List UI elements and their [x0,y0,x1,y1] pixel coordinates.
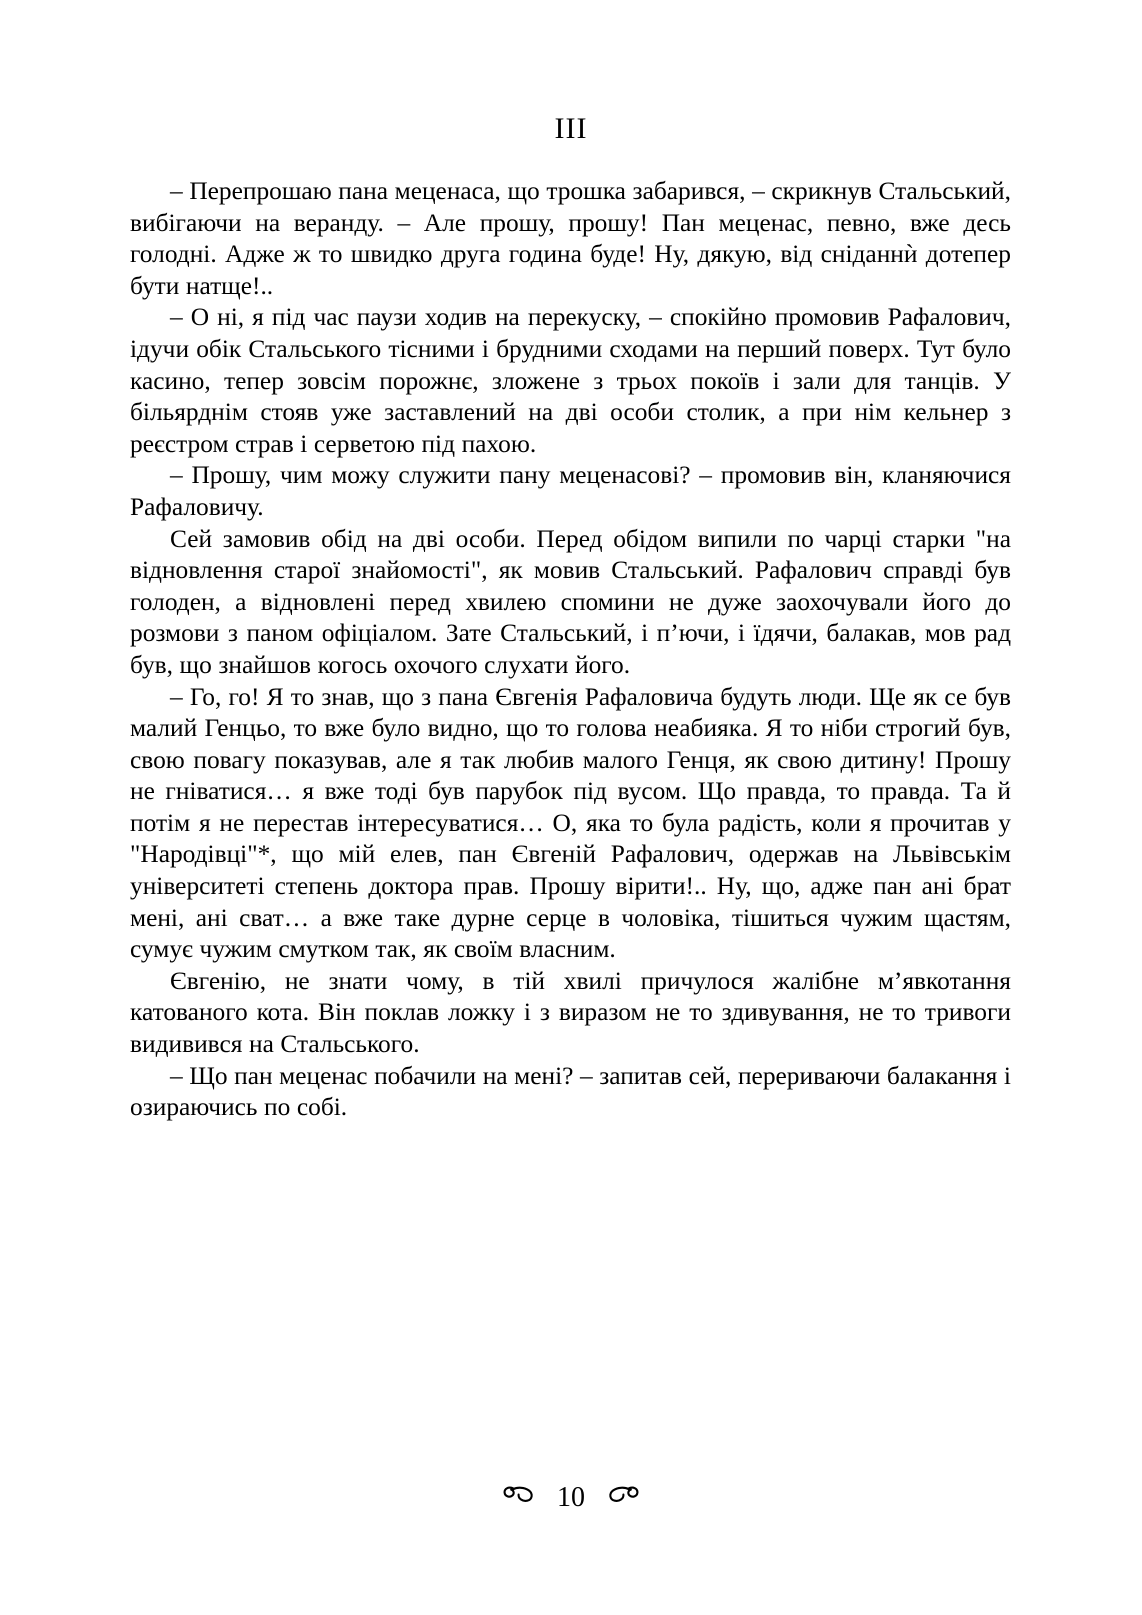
floral-leaf-ornament-left-icon [502,1480,536,1514]
paragraph: – Що пан меценас побачили на мені? – запитав сей, перериваючи балакання і озираючись по собі. [130,1061,1011,1122]
paragraph: Сей замовив обід на дві особи. Перед обідом випили по чарці старки "на відновлення старої знайомості", як мовив Стальський. Рафалович справді був голоден, а відновлені перед хвилею спомини не дуже заохочували його до розмови з паном офіціалом. Зате Стальський, і п’ючи, і їдячи, балакав, мов рад був, що знайшов когось охочого слухати його. [130,524,1011,679]
paragraph: Євгенію, не знати чому, в тій хвилі причулося жалібне м’явкотання катованого кота. Він поклав ложку і з виразом не то здивування, не то тривоги видивився на Стальського. [130,966,1011,1059]
body-text-column [130,176,1011,1124]
paragraph: – Перепрошаю пана меценаса, що трошка забарився, – скрикнув Стальський, вибігаючи на веранду. – Але прошу, прошу! Пан меценас, певно, вже десь голодні. Адже ж то швидко друга година буде! Ну, дякую, від сніданнѝ дотепер бути натще!.. [130,177,1011,300]
chapter-heading: III [554,112,588,145]
paragraph: – Прошу, чим можу служити пану меценасові? – промовив він, кланяючися Рафаловичу. [130,461,1011,521]
paragraph: – О ні, я під час паузи ходив на перекуску, – спокійно промовив Рафалович, ідучи обік Стальського тісними і брудними сходами на перший поверх. Тут було касино, тепер зовсім порожнє, зложене з трьох покоїв і зали для танців. У більярднім стояв уже заставлений на дві особи столик, а при нім кельнер з реєстром страв і серветою під пахою. [130,303,1011,458]
paragraph: – Го, го! Я то знав, що з пана Євгенія Рафаловича будуть люди. Ще як се був малий Генцьо, то вже було видно, що то голова неабияка. Я то ніби строгий був, свою повагу показував, але я так любив малого Генця, як свою дитину! Прошу не гніватися… я вже тоді був парубок під вусом. Що правда, то правда. Та й потім я не перестав інтересуватися… О, яка то була радість, коли я прочитав у "Народівці"*, що мій елев, пан Євгеній Рафалович, одержав на Львівськім університеті степень доктора прав. Прошу вірити!.. Ну, що, адже пан ані брат мені, ані сват… а вже таке дурне серце в чоловіка, тішиться чужим щастям, сумує чужим смутком так, як своїм власним. [130,682,1011,964]
page-number: 10 [557,1482,585,1513]
floral-leaf-ornament-right-icon [606,1480,640,1514]
page-footer [0,1480,1142,1515]
